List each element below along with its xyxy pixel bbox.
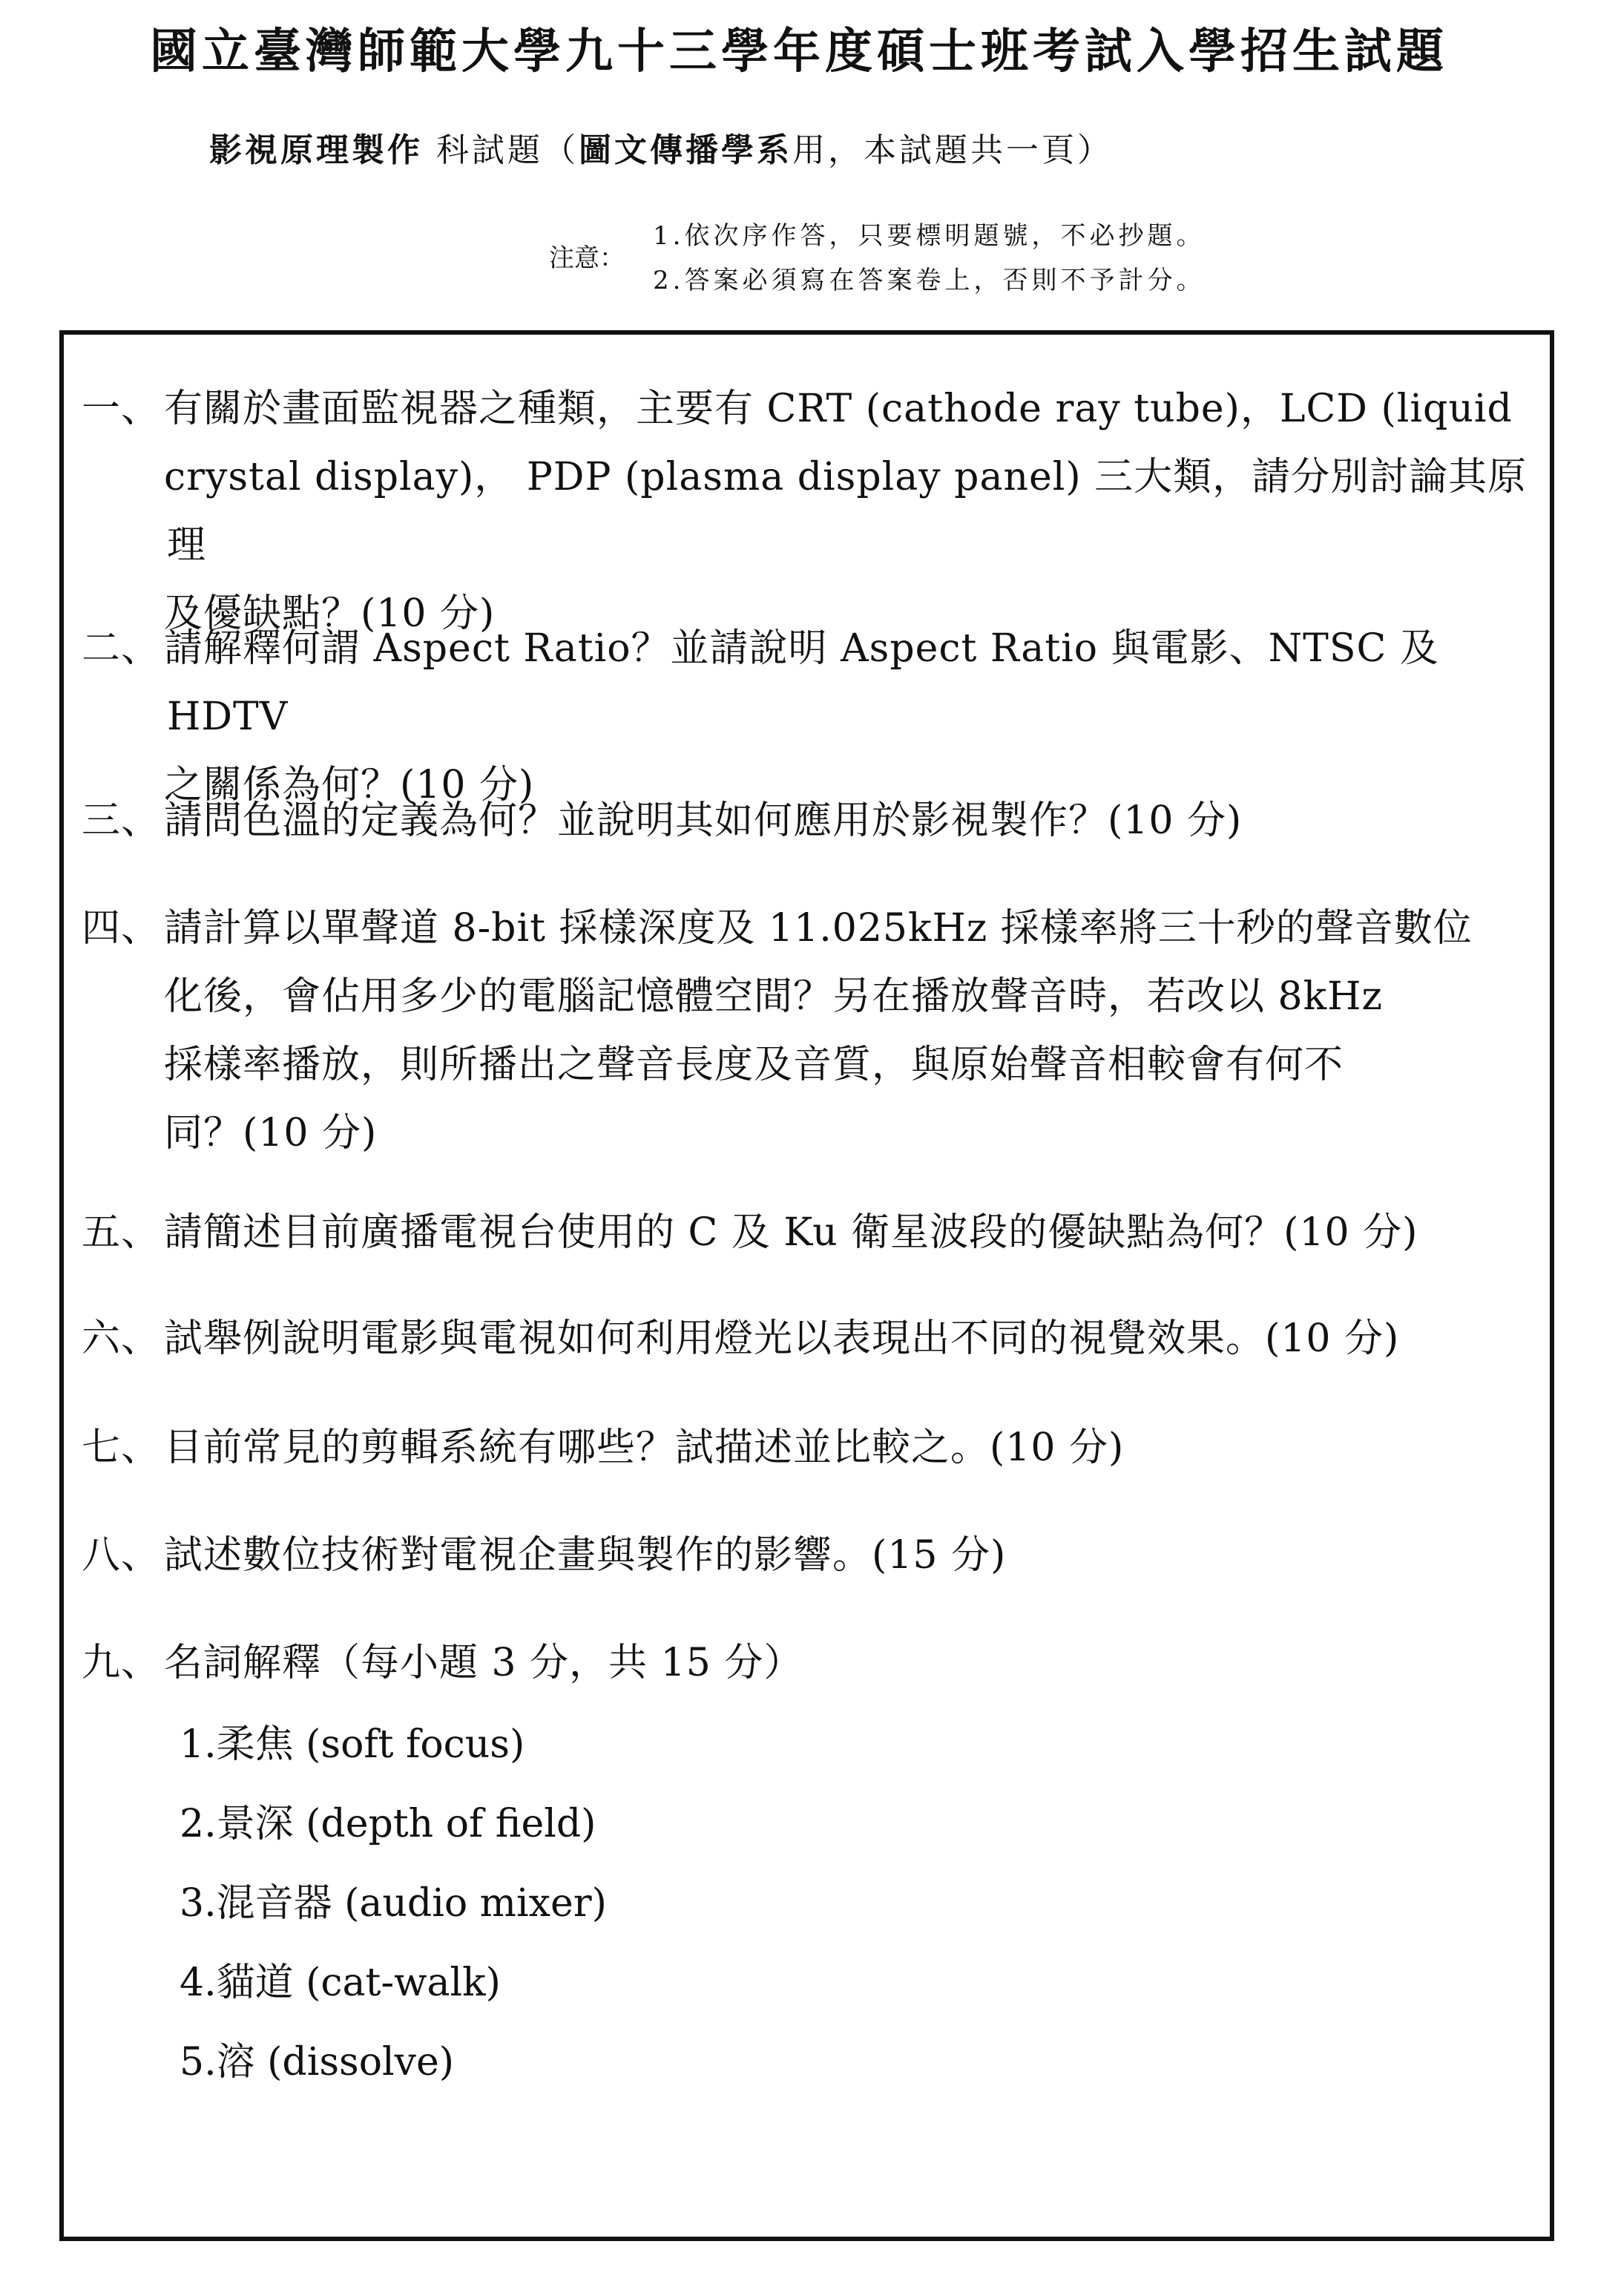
question-line: 試舉例說明電影與電視如何利用燈光以表現出不同的視覺效果。(10 分) <box>164 1316 1400 1361</box>
term-item: 1.柔焦 (soft focus) <box>180 1722 525 1767</box>
question-number: 七、 <box>82 1426 161 1470</box>
question-8 <box>82 1521 1536 1590</box>
notice-item: 2.答案必須寫在答案卷上，否則不予計分。 <box>653 266 1206 295</box>
question-line: 之關係為何？(10 分) <box>164 763 535 807</box>
exam-title: 國立臺灣師範大學九十三學年度碩士班考試入學招生試題 <box>150 24 1448 79</box>
question-text <box>82 787 1536 855</box>
question-line: 採樣率播放，則所播出之聲音長度及音質，與原始聲音相較會有何不 <box>164 1043 1344 1087</box>
notice-item: 1.依次序作答，只要標明題號，不必抄題。 <box>653 221 1206 251</box>
notice-items <box>653 214 1205 303</box>
question-text <box>82 375 1536 648</box>
question-line: 請解釋何謂 Aspect Ratio？並請說明 Aspect Ratio 與電影、NTSC 及 HDTV <box>164 626 1439 739</box>
question-4 <box>82 894 1536 1167</box>
term-item: 3.混音器 (audio mixer) <box>180 1881 607 1926</box>
question-number: 九、 <box>82 1641 161 1685</box>
term-item: 2.景深 (depth of field) <box>180 1802 596 1846</box>
department-name: 圖文傳播學系 <box>579 131 792 169</box>
question-number: 四、 <box>82 906 161 951</box>
question-text <box>82 1521 1536 1590</box>
subject-mid: 科試題（ <box>423 131 579 169</box>
term-item: 5.溶 (dissolve) <box>180 2040 455 2085</box>
subject-tail: 用，本試題共一頁） <box>792 131 1113 169</box>
question-5 <box>82 1198 1536 1267</box>
question-text <box>82 1305 1536 1373</box>
question-number: 一、 <box>82 387 161 431</box>
subject-name: 影視原理製作 <box>209 131 423 169</box>
term-item: 4.貓道 (cat-walk) <box>180 1961 501 2005</box>
question-line: 同？(10 分) <box>164 1111 378 1155</box>
question-line: 化後，會佔用多少的電腦記憶體空間？另在播放聲音時，若改以 8kHz <box>164 974 1383 1019</box>
question-text <box>82 1414 1536 1482</box>
question-line: 請問色溫的定義為何？並說明其如何應用於影視製作？(10 分) <box>164 798 1243 843</box>
question-line: 名詞解釋（每小題 3 分，共 15 分） <box>164 1641 803 1685</box>
question-text <box>82 1198 1536 1267</box>
question-line: 有關於畫面監視器之種類，主要有 CRT (cathode ray tube)，LCD (liquid <box>164 387 1513 431</box>
question-line: 及優缺點？(10 分) <box>164 591 496 636</box>
question-3 <box>82 787 1536 855</box>
question-line: 請計算以單聲道 8-bit 採樣深度及 11.025kHz 採樣率將三十秒的聲音數位 <box>164 906 1473 951</box>
question-text <box>82 894 1536 1167</box>
question-number: 八、 <box>82 1533 161 1578</box>
question-line: 目前常見的剪輯系統有哪些？試描述並比較之。(10 分) <box>164 1426 1125 1470</box>
question-line: 請簡述目前廣播電視台使用的 C 及 Ku 衛星波段的優缺點為何？(10 分) <box>164 1210 1418 1255</box>
question-7 <box>82 1414 1536 1482</box>
question-number: 六、 <box>82 1316 161 1361</box>
question-text <box>82 1629 1536 1697</box>
question-6 <box>82 1305 1536 1373</box>
question-1 <box>82 375 1536 648</box>
question-9 <box>82 1629 1536 1697</box>
question-line: crystal display)， PDP (plasma display panel) 三大類，請分別討論其原理 <box>164 455 1528 568</box>
notice-label: 注意： <box>549 243 625 273</box>
question-line: 試述數位技術對電視企畫與製作的影響。(15 分) <box>164 1533 1007 1578</box>
question-number: 二、 <box>82 626 161 671</box>
question-number: 三、 <box>82 798 161 843</box>
subject-line <box>209 126 1113 175</box>
question-number: 五、 <box>82 1210 161 1255</box>
